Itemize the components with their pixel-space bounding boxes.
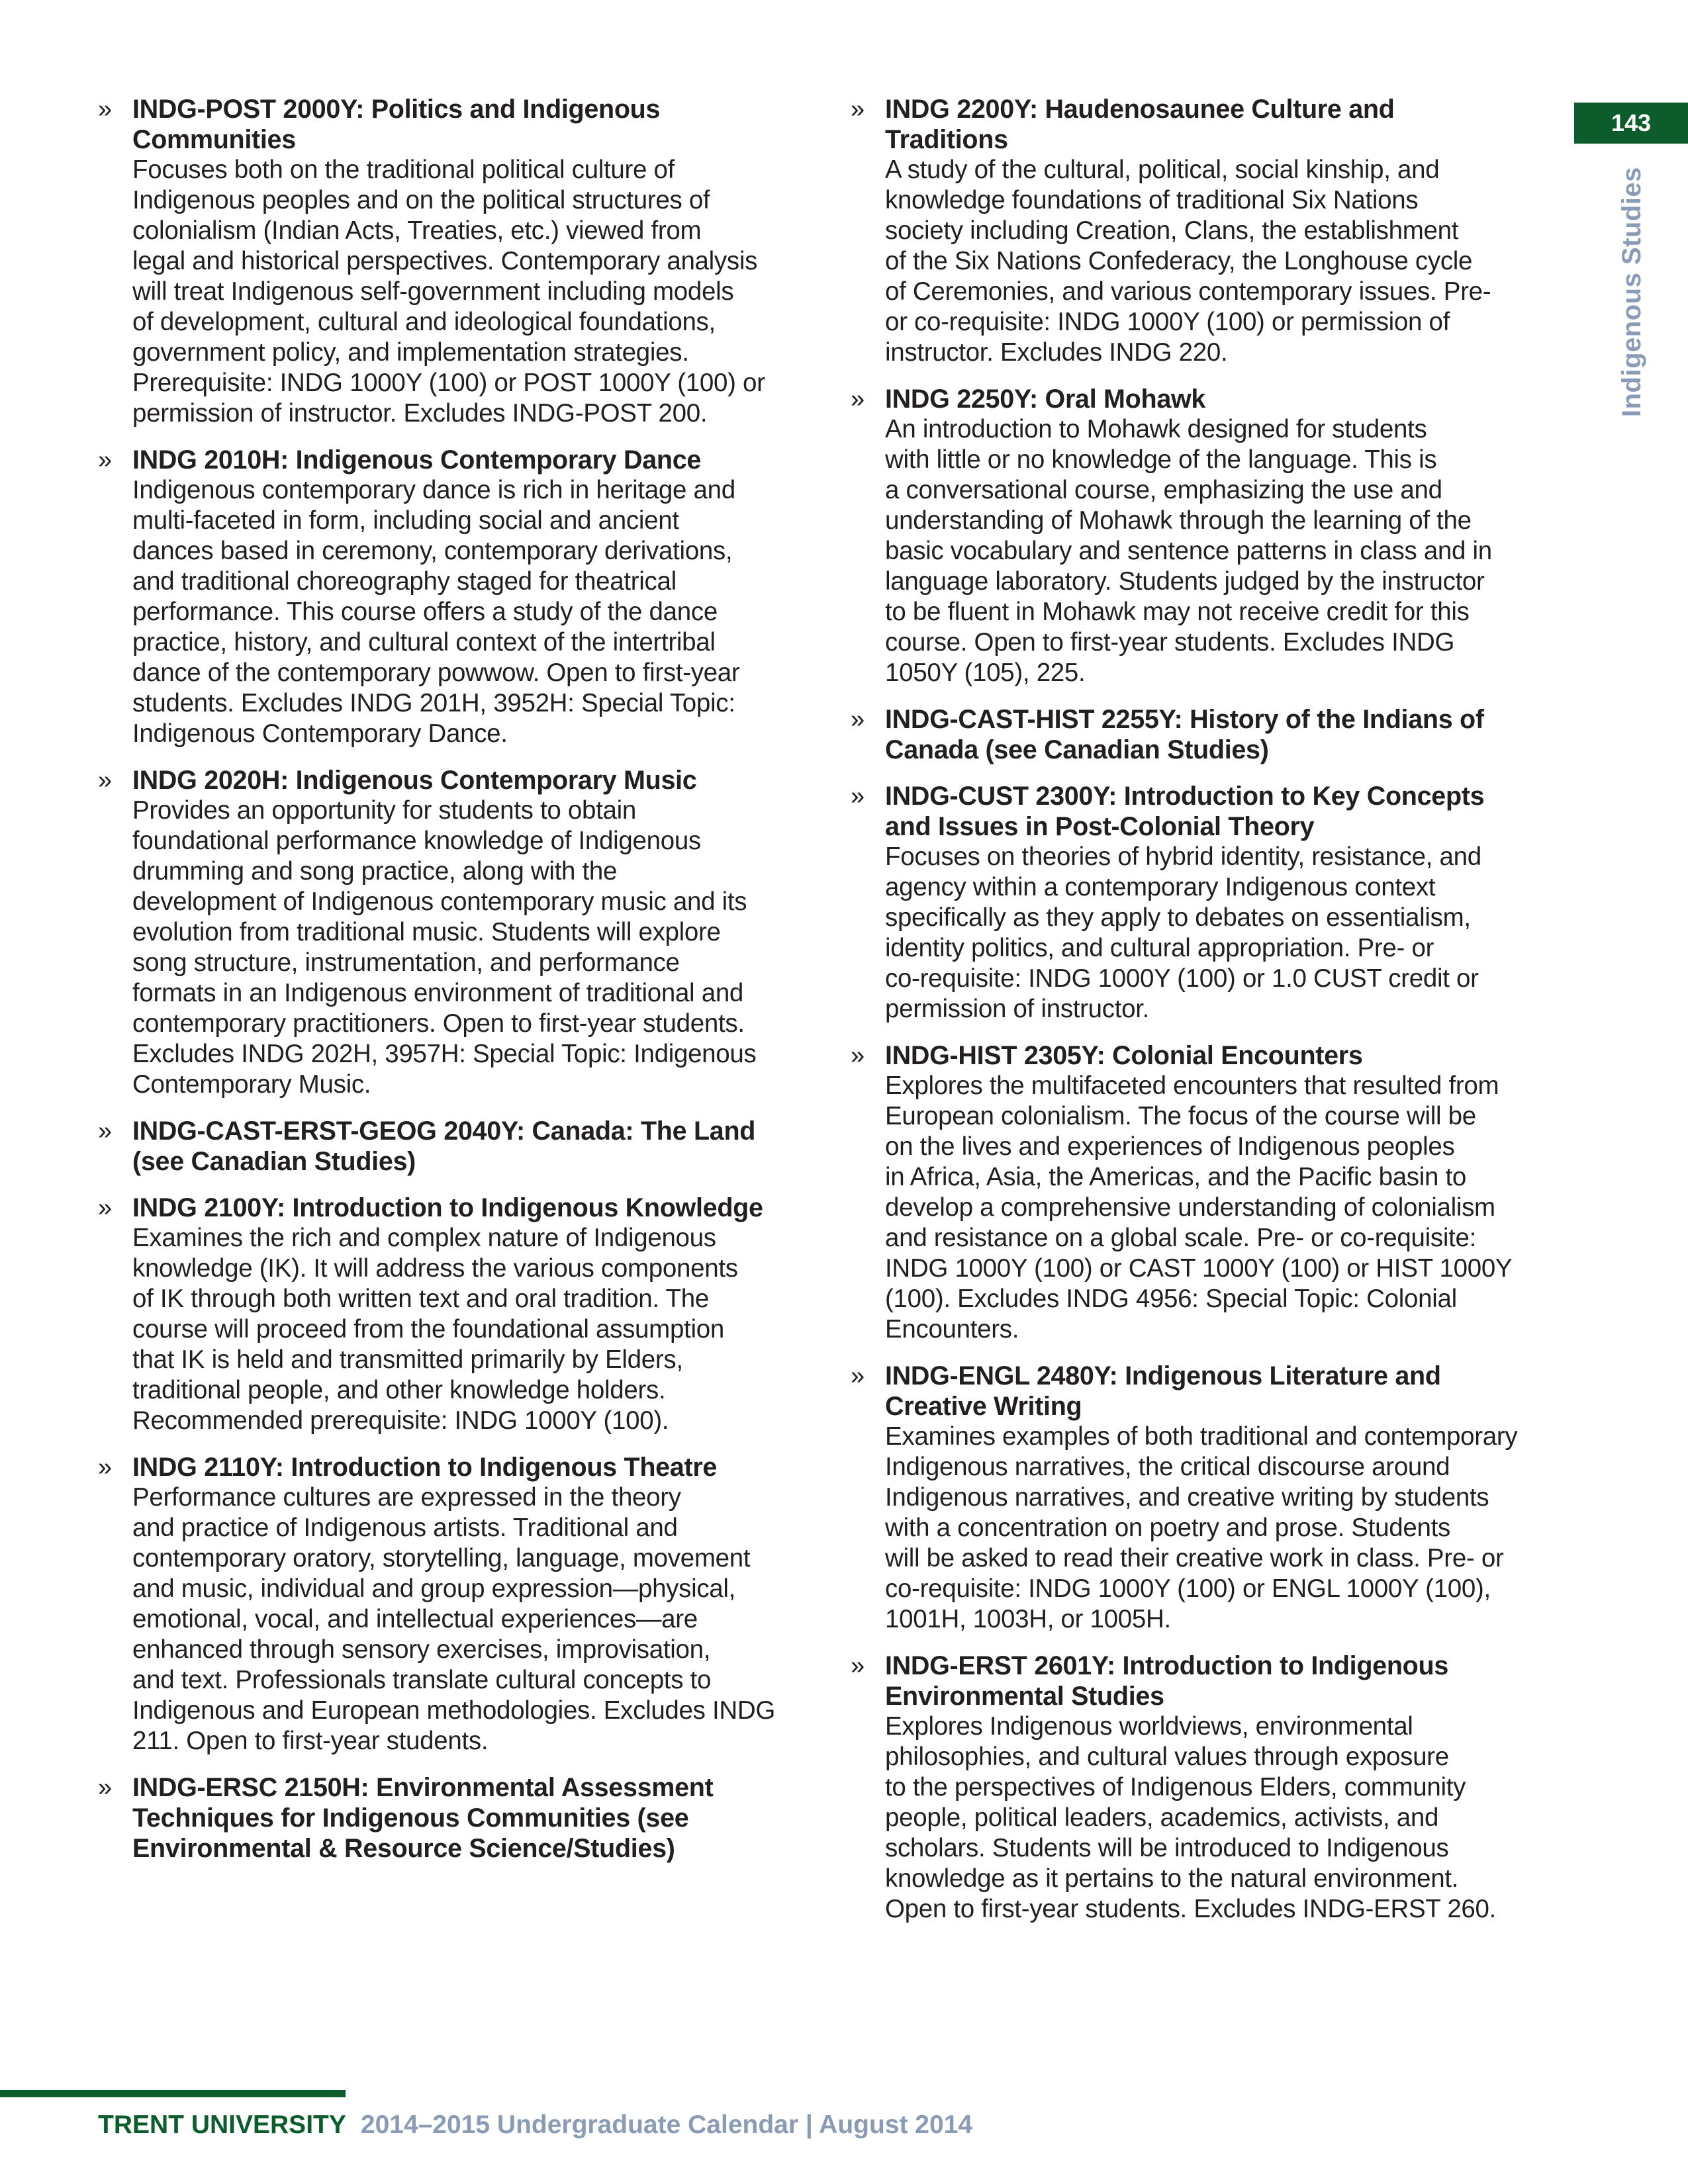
course-description-line: Provides an opportunity for students to obtain	[132, 796, 636, 825]
course-description	[885, 1711, 1566, 1925]
course-description	[885, 414, 1566, 688]
course-description-line: development of Indigenous contemporary music and its	[132, 887, 747, 916]
course-description-line: contemporary practitioners. Open to first-year students.	[132, 1009, 745, 1038]
course-description-line: specifically as they apply to debates on essentialism,	[885, 903, 1471, 932]
course-description	[885, 1422, 1566, 1635]
course-description-line: with a concentration on poetry and prose. Students	[885, 1514, 1450, 1542]
course-title-line: INDG 2100Y: Introduction to Indigenous Knowledge	[132, 1193, 763, 1222]
course-description-line: and music, individual and group expression—physical,	[132, 1574, 736, 1603]
course-description-line: and resistance on a global scale. Pre- or co-requisite:	[885, 1224, 1477, 1252]
bullet-marker: »	[851, 1042, 865, 1069]
bullet-marker: »	[851, 385, 865, 413]
course-description-line: and text. Professionals translate cultural concepts to	[132, 1666, 712, 1694]
course-title	[132, 1452, 808, 1482]
course-description-line: government policy, and implementation strategies.	[132, 338, 689, 367]
bullet-marker: »	[851, 1652, 865, 1680]
course-description-line: evolution from traditional music. Students will explore	[132, 918, 721, 946]
bullet-marker: »	[851, 1362, 865, 1390]
course-entry	[98, 1452, 808, 1756]
course-entry	[851, 384, 1566, 688]
course-description	[132, 796, 808, 1100]
course-description-line: 211. Open to first-year students.	[132, 1727, 489, 1755]
course-title-line: INDG-ERST 2601Y: Introduction to Indigenous	[885, 1651, 1448, 1680]
course-title-line: INDG-CAST-HIST 2255Y: History of the Indians of	[885, 705, 1484, 734]
course-description-line: Indigenous and European methodologies. Excludes INDG	[132, 1696, 776, 1725]
course-description	[132, 1482, 808, 1756]
course-description-line: enhanced through sensory exercises, improvisation,	[132, 1635, 711, 1664]
course-description-line: with little or no knowledge of the language. This is	[885, 445, 1437, 474]
course-description-line: formats in an Indigenous environment of traditional and	[132, 979, 744, 1007]
course-description	[132, 475, 808, 749]
section-side-label	[1615, 165, 1655, 430]
course-description-line: on the lives and experiences of Indigenous peoples	[885, 1132, 1455, 1161]
course-description-line: An introduction to Mohawk designed for students	[885, 415, 1427, 443]
course-description	[132, 155, 808, 429]
course-description-line: contemporary oratory, storytelling, language, movement	[132, 1544, 751, 1572]
course-title-line: INDG 2200Y: Haudenosaunee Culture and	[885, 95, 1395, 124]
course-description-line: multi-faceted in form, including social and ancient	[132, 506, 679, 535]
course-description-line: drumming and song practice, along with the	[132, 857, 618, 886]
course-description-line: Open to first-year students. Excludes INDG-ERST 260.	[885, 1895, 1497, 1923]
course-description-line: Explores Indigenous worldviews, environmental	[885, 1712, 1413, 1741]
course-description-line: performance. This course offers a study of the dance	[132, 598, 718, 626]
course-description-line: legal and historical perspectives. Contemporary analysis	[132, 247, 758, 275]
course-description-line: dance of the contemporary powwow. Open to first-year	[132, 659, 740, 687]
footer-rule	[0, 2090, 346, 2097]
course-title	[132, 445, 808, 475]
course-description-line: understanding of Mohawk through the learning of the	[885, 506, 1472, 535]
footer-university: TRENT UNIVERSITY	[98, 2111, 346, 2139]
course-description-line: A study of the cultural, political, social kinship, and	[885, 156, 1440, 184]
course-description-line: to be fluent in Mohawk may not receive credit for this	[885, 598, 1470, 626]
course-description-line: language laboratory. Students judged by the instructor	[885, 567, 1485, 596]
course-description-line: practice, history, and cultural context of the intertribal	[132, 628, 716, 657]
course-description-line: knowledge as it pertains to the natural environment.	[885, 1864, 1459, 1893]
course-description-line: knowledge foundations of traditional Six Nations	[885, 186, 1419, 214]
course-description-line: colonialism (Indian Acts, Treaties, etc.) viewed from	[132, 216, 702, 245]
course-description-line: traditional people, and other knowledge holders.	[132, 1376, 666, 1404]
course-description-line: identity politics, and cultural appropriation. Pre- or	[885, 934, 1434, 962]
course-entry	[98, 765, 808, 1100]
course-title-line: Canada (see Canadian Studies)	[885, 735, 1269, 764]
course-description	[885, 842, 1566, 1024]
course-description-line: Performance cultures are expressed in the theory	[132, 1483, 681, 1512]
course-description-line: will treat Indigenous self-government including models	[132, 277, 734, 306]
page-number-tab	[1574, 103, 1688, 144]
course-title-line: Environmental & Resource Science/Studies)	[132, 1834, 675, 1863]
course-title-line: INDG 2250Y: Oral Mohawk	[885, 385, 1206, 414]
bullet-marker: »	[851, 705, 865, 733]
course-title	[132, 765, 808, 796]
course-title-line: Traditions	[885, 125, 1008, 154]
course-description-line: basic vocabulary and sentence patterns in class and in	[885, 537, 1492, 565]
course-description	[885, 155, 1566, 368]
course-description-line: a conversational course, emphasizing the use and	[885, 476, 1442, 504]
course-description-line: emotional, vocal, and intellectual experiences—are	[132, 1605, 698, 1633]
course-description-line: instructor. Excludes INDG 220.	[885, 338, 1228, 367]
bullet-marker: »	[851, 782, 865, 810]
course-entry	[98, 1193, 808, 1436]
course-description-line: Indigenous narratives, the critical discourse around	[885, 1453, 1450, 1481]
course-description-line: will be asked to read their creative work in class. Pre- or	[885, 1544, 1504, 1572]
bullet-marker: »	[98, 1117, 113, 1145]
course-description-line: course will proceed from the foundational assumption	[132, 1315, 724, 1343]
page-number: 143	[1611, 109, 1652, 136]
course-title-line: Communities	[132, 125, 296, 154]
bullet-marker: »	[98, 1774, 113, 1801]
footer	[98, 2109, 972, 2142]
course-description-line: Examines examples of both traditional and contemporary	[885, 1422, 1518, 1451]
bullet-marker: »	[98, 95, 113, 123]
course-description-line: people, political leaders, academics, activists, and	[885, 1803, 1439, 1832]
course-description-line: of the Six Nations Confederacy, the Longhouse cycle	[885, 247, 1473, 275]
course-description-line: permission of instructor.	[885, 995, 1150, 1023]
course-entry	[98, 1772, 808, 1864]
course-title	[132, 94, 808, 155]
course-description-line: or co-requisite: INDG 1000Y (100) or permission of	[885, 308, 1450, 336]
footer-calendar: 2014–2015 Undergraduate Calendar | August 2014	[360, 2111, 973, 2139]
left-column	[98, 94, 808, 1880]
course-description-line: that IK is held and transmitted primarily by Elders,	[132, 1345, 683, 1374]
course-description-line: to the perspectives of Indigenous Elders, community	[885, 1773, 1466, 1801]
course-description-line: Contemporary Music.	[132, 1070, 371, 1099]
right-column	[851, 94, 1566, 1940]
course-description-line: students. Excludes INDG 201H, 3952H: Special Topic:	[132, 689, 735, 717]
course-description-line: Focuses on theories of hybrid identity, resistance, and	[885, 842, 1481, 871]
course-description-line: philosophies, and cultural values through exposure	[885, 1743, 1449, 1771]
course-description-line: society including Creation, Clans, the establishment	[885, 216, 1459, 245]
course-description-line: scholars. Students will be introduced to Indigenous	[885, 1834, 1449, 1862]
course-description-line: INDG 1000Y (100) or CAST 1000Y (100) or HIST 1000Y	[885, 1254, 1513, 1283]
course-description-line: Recommended prerequisite: INDG 1000Y (100).	[132, 1406, 669, 1435]
bullet-marker: »	[98, 766, 113, 794]
course-title-line: Creative Writing	[885, 1392, 1082, 1421]
course-entry	[851, 1040, 1566, 1345]
course-title	[132, 1193, 808, 1223]
course-title-line: INDG 2010H: Indigenous Contemporary Dance	[132, 445, 702, 475]
course-entry	[851, 94, 1566, 368]
course-description-line: Indigenous Contemporary Dance.	[132, 719, 508, 748]
course-description-line: foundational performance knowledge of Indigenous	[132, 827, 701, 855]
bullet-marker: »	[98, 1453, 113, 1481]
course-description-line: and practice of Indigenous artists. Traditional and	[132, 1514, 678, 1542]
course-title-line: INDG 2110Y: Introduction to Indigenous Theatre	[132, 1453, 718, 1482]
bullet-marker: »	[98, 1194, 113, 1222]
course-title-line: Environmental Studies	[885, 1682, 1164, 1711]
course-title-line: Techniques for Indigenous Communities (see	[132, 1803, 689, 1833]
course-title-line: INDG-ERSC 2150H: Environmental Assessment	[132, 1773, 714, 1802]
course-description-line: of IK through both written text and oral tradition. The	[132, 1285, 709, 1313]
bullet-marker: »	[851, 95, 865, 123]
course-description-line: (100). Excludes INDG 4956: Special Topic: Colonial	[885, 1285, 1457, 1313]
course-entry	[98, 1116, 808, 1177]
course-description-line: permission of instructor. Excludes INDG-POST 200.	[132, 399, 708, 428]
course-description-line: 1050Y (105), 225.	[885, 659, 1086, 687]
course-title-line: INDG-POST 2000Y: Politics and Indigenous	[132, 95, 661, 124]
course-description-line: European colonialism. The focus of the course will be	[885, 1102, 1476, 1130]
course-title	[885, 1361, 1566, 1422]
course-description-line: co-requisite: INDG 1000Y (100) or 1.0 CUST credit or	[885, 964, 1479, 993]
course-title	[885, 1651, 1566, 1711]
course-description-line: in Africa, Asia, the Americas, and the Pacific basin to	[885, 1163, 1467, 1191]
course-description	[885, 1071, 1566, 1345]
course-description-line: song structure, instrumentation, and performance	[132, 948, 680, 977]
course-title-line: INDG-CAST-ERST-GEOG 2040Y: Canada: The Land	[132, 1116, 756, 1146]
course-title-line: INDG-HIST 2305Y: Colonial Encounters	[885, 1041, 1363, 1070]
course-title	[885, 781, 1566, 842]
course-title	[132, 1116, 808, 1177]
course-title-line: (see Canadian Studies)	[132, 1147, 416, 1176]
course-description-line: knowledge (IK). It will address the various components	[132, 1254, 738, 1283]
course-description-line: agency within a contemporary Indigenous context	[885, 873, 1436, 901]
course-title-line: INDG-ENGL 2480Y: Indigenous Literature and	[885, 1361, 1441, 1390]
course-description-line: Explores the multifaceted encounters that resulted from	[885, 1071, 1499, 1100]
course-entry	[851, 1361, 1566, 1635]
course-description-line: of development, cultural and ideological foundations,	[132, 308, 716, 336]
course-description-line: co-requisite: INDG 1000Y (100) or ENGL 1000Y (100),	[885, 1574, 1491, 1603]
course-entry	[851, 1651, 1566, 1925]
course-description-line: Indigenous peoples and on the political structures of	[132, 186, 710, 214]
course-title-line: and Issues in Post-Colonial Theory	[885, 812, 1315, 841]
course-description-line: Focuses both on the traditional political culture of	[132, 156, 675, 184]
course-description-line: Indigenous contemporary dance is rich in heritage and	[132, 476, 735, 504]
course-description-line: Excludes INDG 202H, 3957H: Special Topic: Indigenous	[132, 1040, 757, 1068]
course-description-line: course. Open to first-year students. Excludes INDG	[885, 628, 1455, 657]
course-description-line: and traditional choreography staged for theatrical	[132, 567, 677, 596]
course-entry	[98, 445, 808, 749]
course-title	[132, 1772, 808, 1864]
course-description-line: dances based in ceremony, contemporary derivations,	[132, 537, 733, 565]
course-title	[885, 94, 1566, 155]
course-description-line: 1001H, 1003H, or 1005H.	[885, 1605, 1171, 1633]
section-title: Indigenous Studies	[1617, 167, 1646, 417]
course-description-line: develop a comprehensive understanding of colonialism	[885, 1193, 1495, 1222]
course-description-line: Indigenous narratives, and creative writing by students	[885, 1483, 1489, 1512]
course-description-line: Examines the rich and complex nature of Indigenous	[132, 1224, 716, 1252]
course-description-line: Encounters.	[885, 1315, 1019, 1343]
course-title	[885, 704, 1566, 765]
course-description-line: of Ceremonies, and various contemporary issues. Pre-	[885, 277, 1491, 306]
course-entry	[851, 704, 1566, 765]
course-description-line: Prerequisite: INDG 1000Y (100) or POST 1000Y (100) or	[132, 369, 765, 397]
course-entry	[851, 781, 1566, 1024]
bullet-marker: »	[98, 446, 113, 474]
course-entry	[98, 94, 808, 429]
course-description	[132, 1223, 808, 1436]
course-title-line: INDG-CUST 2300Y: Introduction to Key Concepts	[885, 782, 1485, 811]
course-title	[885, 1040, 1566, 1071]
course-title	[885, 384, 1566, 414]
course-title-line: INDG 2020H: Indigenous Contemporary Music	[132, 766, 697, 795]
